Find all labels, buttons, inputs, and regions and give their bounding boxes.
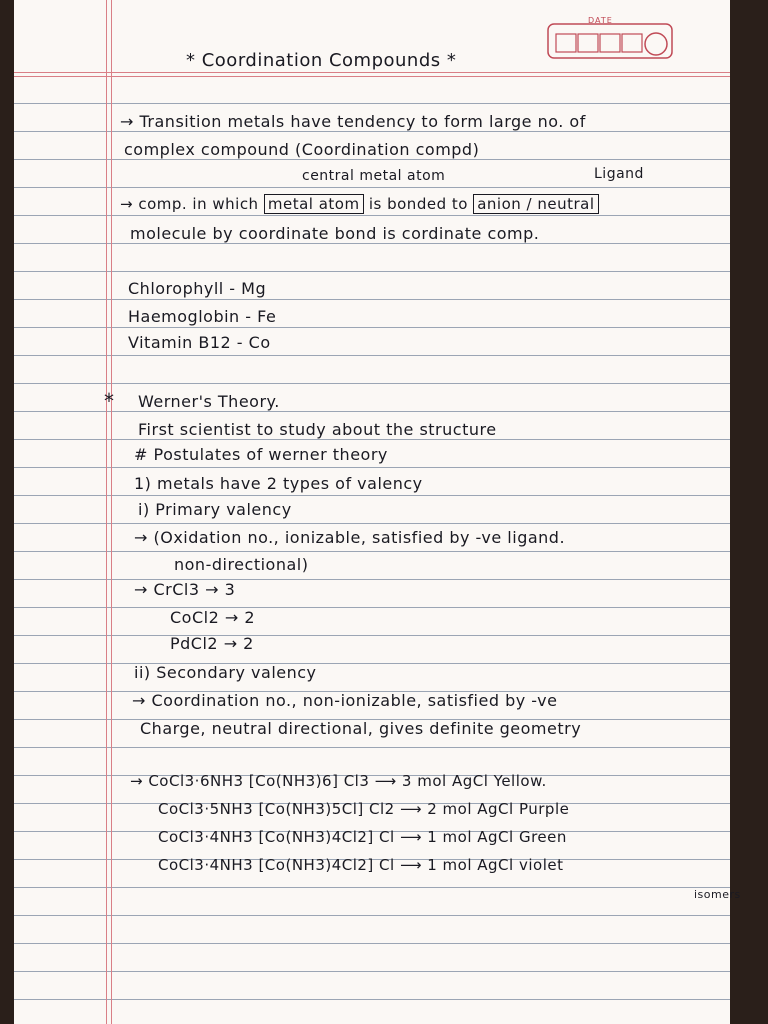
complex-row: CoCl3·4NH3 [Co(NH3)4Cl2] Cl ⟶ 1 mol AgCl Green: [158, 828, 567, 846]
text-line: molecule by coordinate bond is cordinate comp.: [130, 224, 540, 243]
page-title: * Coordination Compounds *: [186, 50, 457, 71]
ruled-line: [14, 299, 730, 300]
isomer-note: isomers: [694, 888, 741, 901]
sub-heading: i) Primary valency: [138, 500, 292, 519]
text-line: → (Oxidation no., ionizable, satisfied by -ve ligand.: [134, 528, 566, 547]
asterisk-icon: *: [104, 389, 115, 413]
boxed-term: anion / neutral: [473, 194, 598, 214]
annotation-ligand: Ligand: [594, 166, 644, 182]
text-line: # Postulates of werner theory: [134, 445, 388, 464]
ruled-line: [14, 579, 730, 580]
example-item: PdCl2 → 2: [170, 634, 254, 653]
ruled-line: [14, 355, 730, 356]
text-line: First scientist to study about the structure: [138, 420, 497, 439]
text-line: [120, 195, 599, 213]
text-line: → Coordination no., non-ionizable, satisfied by -ve: [132, 691, 558, 710]
ruled-line: [14, 747, 730, 748]
ruled-line: [14, 551, 730, 552]
section-heading: Werner's Theory.: [138, 392, 280, 411]
ruled-line: [14, 271, 730, 272]
ruled-line: [14, 159, 730, 160]
complex-row: CoCl3·5NH3 [Co(NH3)5Cl] Cl2 ⟶ 2 mol AgCl Purple: [158, 800, 570, 818]
ruled-line: [14, 103, 730, 104]
ruled-line: [14, 383, 730, 384]
boxed-term: metal atom: [264, 194, 364, 214]
ruled-line: [14, 187, 730, 188]
complex-row: CoCl3·4NH3 [Co(NH3)4Cl2] Cl ⟶ 1 mol AgCl violet: [158, 856, 564, 874]
annotation-metal: central metal atom: [302, 168, 446, 184]
ruled-line: [14, 467, 730, 468]
example-item: → CrCl3 → 3: [134, 580, 236, 599]
header-rule: [14, 76, 730, 77]
ruled-line: [14, 411, 730, 412]
ruled-line: [14, 663, 730, 664]
complex-row: → CoCl3·6NH3 [Co(NH3)6] Cl3 ⟶ 3 mol AgCl Yellow.: [130, 772, 547, 790]
sub-heading: ii) Secondary valency: [134, 663, 317, 682]
ruled-line: [14, 243, 730, 244]
date-label: DATE: [588, 16, 613, 25]
ruled-line: [14, 999, 730, 1000]
header-rule: [14, 72, 730, 73]
text-line: Charge, neutral directional, gives definite geometry: [140, 719, 582, 738]
notebook-page: [14, 0, 741, 1024]
text-line: → Transition metals have tendency to form large no. of: [120, 112, 586, 131]
ruled-line: [14, 607, 730, 608]
ruled-line: [14, 887, 730, 888]
ruled-line: [14, 635, 730, 636]
ruled-line: [14, 327, 730, 328]
example-item: CoCl2 → 2: [170, 608, 256, 627]
example-item: Vitamin B12 - Co: [128, 333, 271, 352]
date-stamp: [548, 18, 672, 60]
margin-line: [106, 0, 107, 1024]
text-line: non-directional): [174, 555, 309, 574]
ruled-line: [14, 131, 730, 132]
text-line: 1) metals have 2 types of valency: [134, 474, 423, 493]
ruled-line: [14, 439, 730, 440]
example-item: Haemoglobin - Fe: [128, 307, 277, 326]
text-fragment: → comp. in which: [120, 195, 259, 213]
ruled-line: [14, 495, 730, 496]
ruled-line: [14, 943, 730, 944]
ruled-line: [14, 215, 730, 216]
example-item: Chlorophyll - Mg: [128, 279, 267, 298]
ruled-line: [14, 523, 730, 524]
ruled-line: [14, 915, 730, 916]
text-line: complex compound (Coordination compd): [124, 140, 480, 159]
margin-line: [111, 0, 112, 1024]
text-fragment: is bonded to: [368, 195, 468, 213]
ruled-line: [14, 971, 730, 972]
